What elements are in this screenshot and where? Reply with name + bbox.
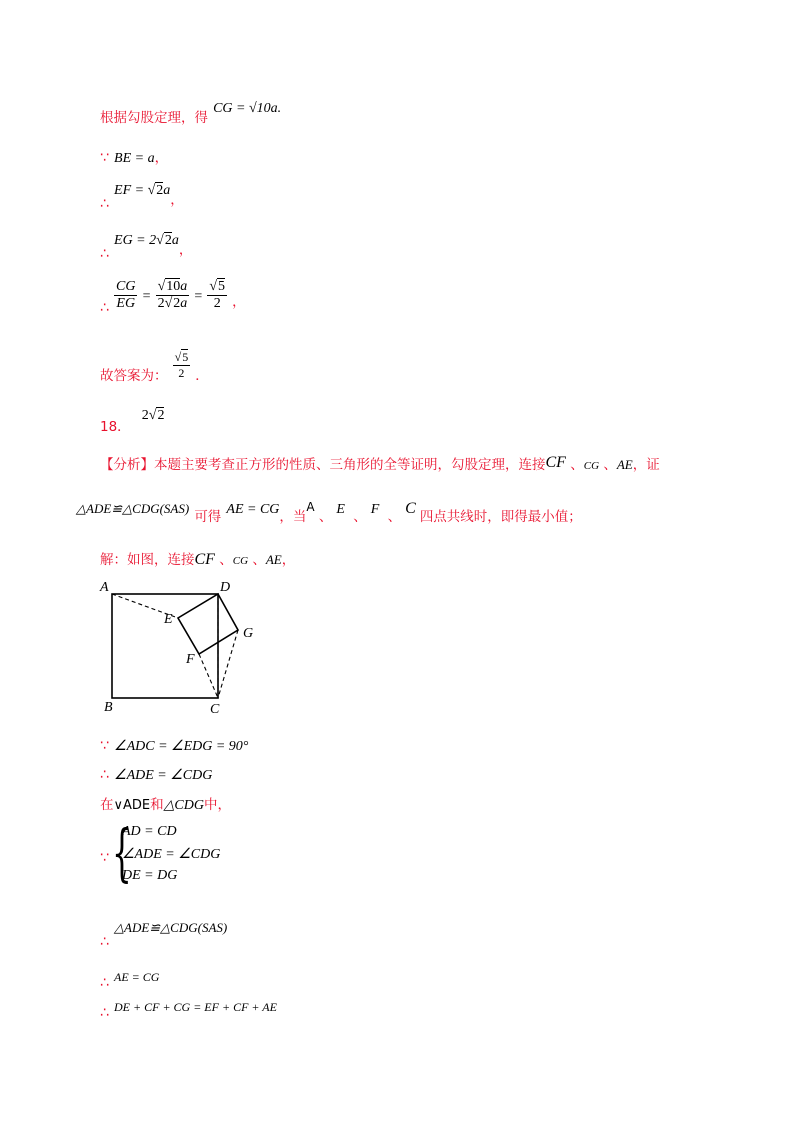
math-ae-eq-cg: AE = CG <box>114 970 160 984</box>
fraction-cg-eg <box>114 279 137 312</box>
solution-text: 解：如图，连接 <box>100 552 195 568</box>
therefore-symbol: ∴ <box>100 196 109 212</box>
analysis-tail: ，证 <box>632 457 660 473</box>
geometry-figure <box>98 578 268 720</box>
text-pythagoras: 根据勾股定理，得 <box>100 110 208 126</box>
fraction-sqrt10a: $\frac{√10a}{2√2a}$ <box>157 279 188 311</box>
comma: ， <box>178 242 193 258</box>
fraction-den: 2 <box>178 366 185 380</box>
proof-line-2 <box>100 764 212 784</box>
text-collinear: 四点共线时，即得最小值； <box>419 509 582 525</box>
math-sum-equal: DE + CF + CG = EF + CF + AE <box>114 1000 277 1014</box>
sep: 、 <box>383 509 402 525</box>
period: ． <box>195 368 209 384</box>
radicand: 2 <box>173 296 181 311</box>
line-eg <box>100 228 193 262</box>
proof-line-7 <box>100 996 277 1021</box>
proof-line-1 <box>100 735 248 755</box>
eg-radicand: 2 <box>164 233 172 248</box>
eg-lhs: EG = 2 <box>114 233 157 248</box>
triangle-ade: ∨ADE <box>113 798 151 813</box>
text-keyi: 可得 <box>194 509 222 525</box>
proof-line-5 <box>100 917 228 950</box>
ef-lhs: EF = <box>114 183 148 198</box>
sep: 、 <box>599 457 617 473</box>
label-b: B <box>104 700 113 715</box>
seg-ae: AE <box>616 457 633 472</box>
var-a: a <box>180 279 188 294</box>
text-dang: ，当 <box>279 509 307 525</box>
point-a: A <box>306 500 315 514</box>
comma: ， <box>232 294 246 310</box>
therefore-symbol: ∴ <box>100 934 109 950</box>
question-number: 18． <box>100 419 131 435</box>
therefore-symbol: ∴ <box>100 767 109 783</box>
math-ef: EF = √2a <box>114 183 171 198</box>
equals: = <box>142 289 151 304</box>
question-18 <box>100 403 165 435</box>
math-eg: EG = 2√2a <box>114 233 179 248</box>
point-c: C <box>405 500 416 517</box>
figure-svg <box>98 578 268 720</box>
sep: 、 <box>248 552 266 568</box>
math-ae-cg: AE = CG <box>226 502 280 517</box>
sep: 、 <box>348 509 367 525</box>
math-be: BE = a <box>114 151 155 166</box>
math-cg: CG = √10a. <box>213 101 282 116</box>
fraction-den: EG <box>116 296 136 311</box>
radicand: 5 <box>218 279 226 294</box>
var-a: a <box>180 296 188 311</box>
proof-line-6 <box>100 966 160 991</box>
square-abcd <box>112 594 218 698</box>
ef-a: a <box>163 183 171 198</box>
system-rows <box>122 824 220 890</box>
answer-fraction: $\frac{√5}{2}$ <box>174 350 189 380</box>
label-d: D <box>220 580 231 595</box>
text-zai: 在 <box>100 797 114 813</box>
congruence-line <box>76 497 582 525</box>
answer-18: 2√2 <box>141 408 165 423</box>
radicand: 5 <box>182 350 189 364</box>
math-congruence: △ADE≌△CDG(SAS) <box>114 920 228 935</box>
analysis-head: 【分析】 <box>100 457 154 473</box>
text-he: 和 <box>150 797 164 813</box>
analysis-text: 本题主要考查正方形的性质、三角形的全等证明，勾股定理，连接 <box>154 457 546 473</box>
line-pythagoras <box>100 101 282 127</box>
therefore-symbol: ∴ <box>100 975 109 991</box>
comma: ， <box>170 192 184 208</box>
point-f: F <box>370 502 380 517</box>
fraction-sqrt5-2: $\frac{√5}{2}$ <box>209 279 226 311</box>
seg-cg: CG <box>583 460 600 472</box>
therefore-symbol: ∴ <box>100 246 109 262</box>
triangle-cdg: △CDG <box>163 798 204 813</box>
label-e: E <box>164 612 173 627</box>
segment-cf <box>199 654 218 698</box>
therefore-symbol: ∴ <box>100 1005 109 1021</box>
line-ratio <box>100 279 246 316</box>
comma: ， <box>281 552 296 568</box>
square-defg <box>178 594 238 654</box>
coef: 2 <box>141 408 149 423</box>
sep: 、 <box>214 552 233 568</box>
proof-line-3 <box>100 793 231 814</box>
radicand: 2 <box>157 408 165 423</box>
left-brace: { <box>112 816 132 889</box>
because-symbol: ∵ <box>100 738 109 754</box>
math-angle-equal: ∠ADE = ∠CDG <box>114 768 213 783</box>
because-symbol: ∵ <box>100 150 109 166</box>
seg-cf: CF <box>194 551 215 568</box>
line-be <box>100 146 168 167</box>
system-row-1: AD = CD <box>122 824 177 839</box>
answer-label: 故答案为： <box>100 368 168 384</box>
congruence-math: △ADE≌△CDG(SAS) <box>76 501 190 516</box>
point-e: E <box>336 502 345 517</box>
eg-a: a <box>171 233 179 248</box>
equals: = <box>194 289 203 304</box>
seg-ae: AE <box>265 552 282 567</box>
sep: 、 <box>314 509 333 525</box>
analysis-line <box>100 453 660 474</box>
coef: 2 <box>157 296 165 311</box>
line-answer <box>100 350 209 384</box>
math-angles-90: ∠ADC = ∠EDG = 90° <box>114 739 249 754</box>
seg-cf: CF <box>545 454 566 471</box>
system-row-2: ∠ADE = ∠CDG <box>122 847 221 862</box>
sep: 、 <box>565 457 584 473</box>
because-symbol: ∵ <box>100 850 109 866</box>
label-g: G <box>243 626 254 641</box>
solution-line <box>100 548 295 569</box>
ef-radicand: 2 <box>156 183 164 198</box>
seg-cg: CG <box>232 555 249 567</box>
radicand: 10 <box>166 279 181 294</box>
system-row-3: DE = DG <box>122 868 178 883</box>
fraction-num: CG <box>116 279 136 294</box>
comma: ， <box>154 150 169 166</box>
label-a: A <box>100 580 109 595</box>
line-ef <box>100 178 184 212</box>
label-c: C <box>210 702 220 717</box>
label-f: F <box>186 652 195 667</box>
fraction-den: 2 <box>213 296 221 311</box>
therefore-symbol: ∴ <box>100 300 109 316</box>
text-zhong: 中， <box>203 797 231 813</box>
